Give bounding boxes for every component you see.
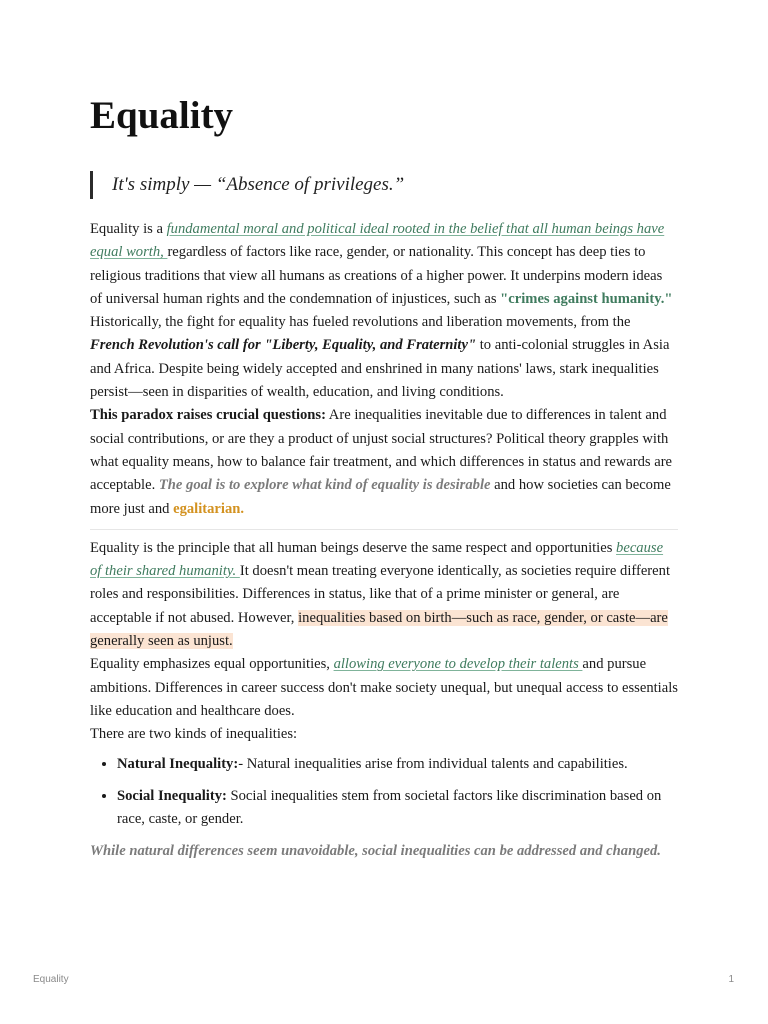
link-develop-talents[interactable]: allowing everyone to develop their talents [333, 656, 583, 673]
page-number: 1 [728, 974, 734, 985]
highlight-birth-inequalities: inequalities based on birth—such as race, gender, or caste—are generally seen as unjust. [90, 609, 668, 650]
inequality-list [90, 753, 678, 832]
paragraph-history: Historically, the fight for equality has fueled revolutions and liberation movements, from the French Revolution's call for "Liberty, Equality, and Fraternity" to anti-colonial struggles in Asia and Africa. Despite being widely accepted and enshrined in many nations' laws, stark inequalities persist—seen in disparities of wealth, education, and living conditions. [90, 314, 670, 401]
list-item-social: • Social Inequality: Social inequalities stem from societal factors like discrimination based on race, caste, or gender. [117, 785, 678, 832]
emphasis-french-revolution: French Revolution's call for "Liberty, Equality, and Fraternity" [90, 337, 477, 354]
paragraph-principle: Equality is the principle that all human beings deserve the same respect and opportunities because of their shared humanity. It doesn't mean treating everyone identically, as societies require different roles and responsibilities. Differences in status, like that of a prime minister or general, are acceptable if not abused. However, inequalities based on birth—such as race, gender, or caste—are generally seen as unjust. [90, 539, 670, 650]
paragraph-paradox: This paradox raises crucial questions: Are inequalities inevitable due to differences in talent and social contributions, or are they a product of unjust social structures? Political theory grapples with what equality means, how to balance fair treatment, and which differences in status and rewards are acceptable. The goal is to explore what kind of equality is desirable and how societies can become more just and egalitarian. [90, 407, 673, 517]
section-divider [90, 529, 678, 530]
emphasis-egalitarian: egalitarian. [173, 500, 245, 517]
footer-title: Equality [33, 974, 69, 985]
link-shared-humanity[interactable]: because of their shared humanity. [90, 539, 664, 580]
closing-statement: While natural differences seem unavoidable, social inequalities can be addressed and changed. [90, 843, 661, 860]
paragraph-definition: Equality is a fundamental moral and political ideal rooted in the belief that all human beings have equal worth, regardless of factors like race, gender, or nationality. This concept has deep ties to religious traditions that view all humans as creations of a higher power. It underpins modern ideas of universal human rights and the condemnation of injustices, such as "crimes against humanity." [90, 221, 673, 307]
paradox-lead: This paradox raises crucial questions: [90, 407, 326, 424]
document-body [90, 218, 678, 864]
page-title: Equality [90, 94, 234, 137]
list-item-natural: • Natural Inequality:- Natural inequalities arise from individual talents and capabilities. [117, 753, 678, 776]
emphasis-goal: The goal is to explore what kind of equality is desirable [158, 477, 491, 494]
paragraph-opportunities: Equality emphasizes equal opportunities, allowing everyone to develop their talents and pursue ambitions. Differences in career success don't make society unequal, but unequal access to essentials like education and healthcare does. [90, 656, 678, 719]
pull-quote: It's simply — “Absence of privileges.” [90, 171, 404, 199]
link-fundamental-ideal[interactable]: fundamental moral and political ideal rooted in the belief that all human beings have equal worth, [90, 221, 665, 261]
paragraph-two-kinds: There are two kinds of inequalities: [90, 726, 298, 743]
emphasis-crimes-against-humanity: "crimes against humanity." [500, 290, 673, 307]
